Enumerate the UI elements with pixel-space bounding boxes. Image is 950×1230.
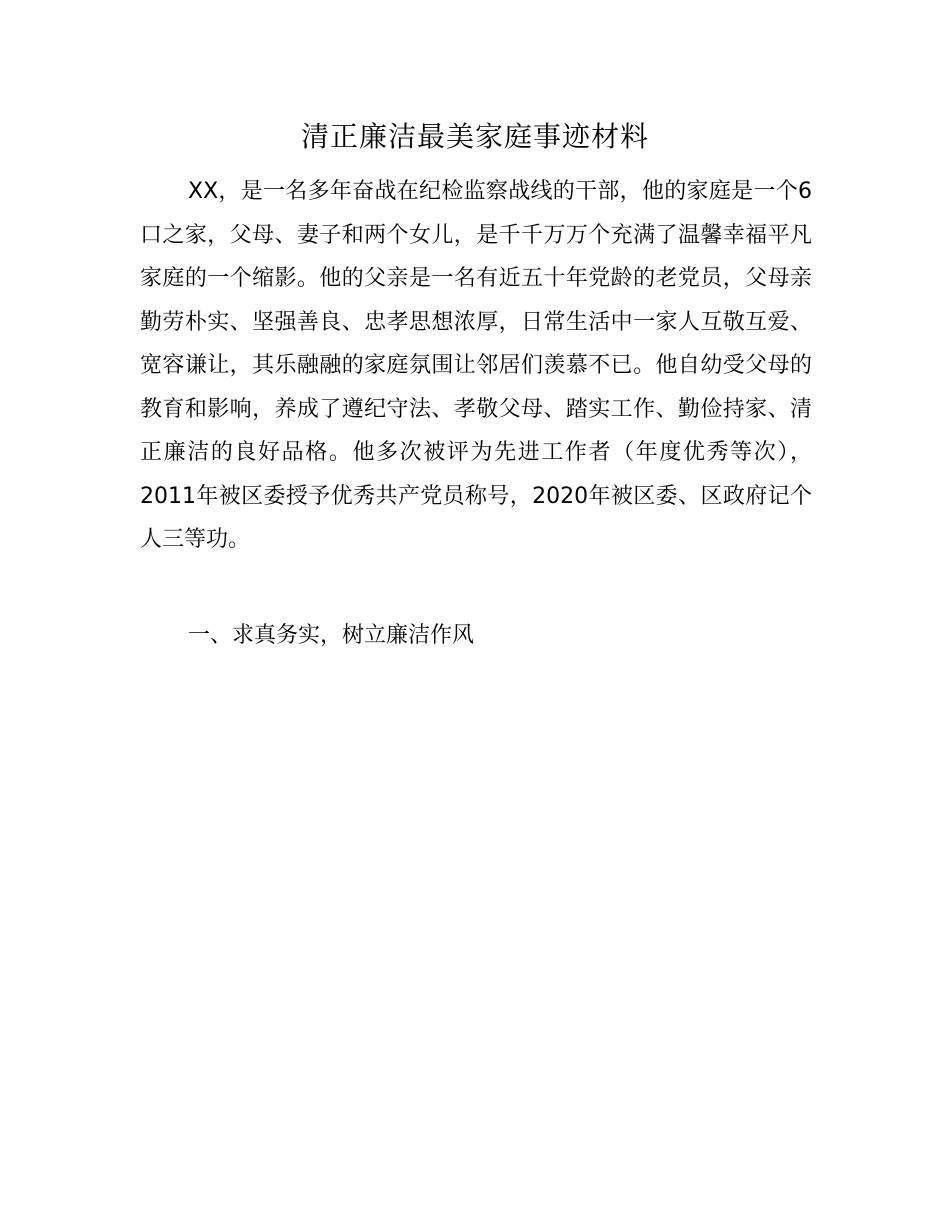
document-title: 清正廉洁最美家庭事迹材料 <box>300 120 649 153</box>
section-heading: 一、求真务实，树立廉洁作风 <box>188 623 475 648</box>
body-paragraph: XX，是一名多年奋战在纪检监察战线的干部，他的家庭是一个6口之家，父母、妻子和两个女儿，是千千万万个充满了温馨幸福平凡家庭的一个缩影。他的父亲是一名有近五十年党龄的老党员，父母亲勤劳朴实、坚强善良、忠孝思想浓厚，日常生活中一家人互敬互爱、宽容谦让，其乐融融的家庭氛围让邻居们羡慕不已。他自幼受父母的教育和影响，养成了遵纪守法、孝敬父母、踏实工作、勤俭持家、清正廉洁的良好品格。他多次被评为先进工作者（年度优秀等次），2011年被区委授予优秀共产党员称号，2020年被区委、区政府记个人三等功。 <box>140 179 812 552</box>
